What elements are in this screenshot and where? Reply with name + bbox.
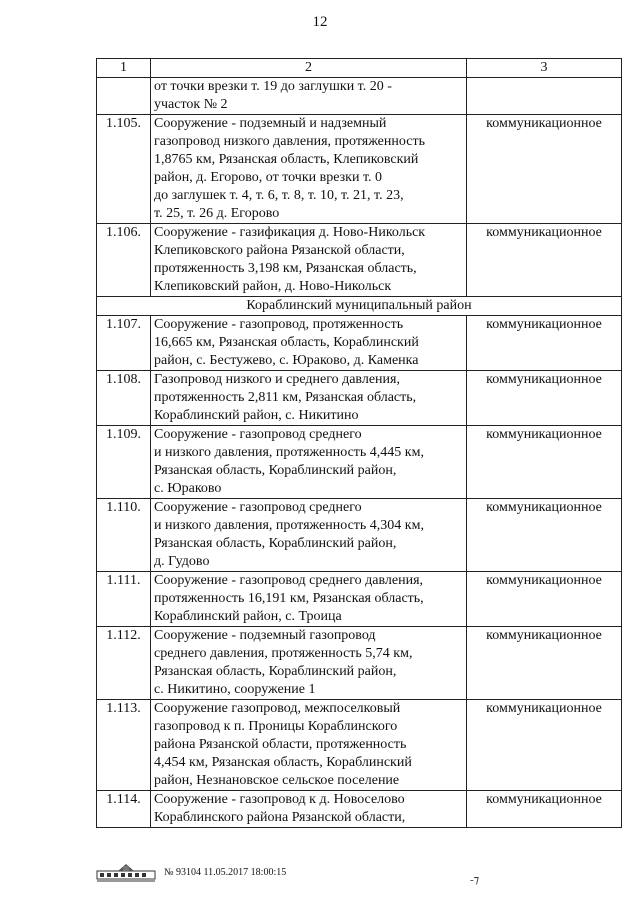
row-category (467, 78, 622, 115)
row-description: Сооружение - газопровод среднего давления, протяженность 16,191 км, Рязанская область, Кораблинский район, с. Троица (151, 572, 467, 627)
row-number: 1.105. (97, 115, 151, 224)
row-description: Сооружение - газопровод к д. Новоселово Кораблинского района Рязанской области, (151, 791, 467, 828)
table-row (97, 627, 622, 700)
section-row (97, 297, 622, 316)
row-category: коммуникационное (467, 627, 622, 700)
row-description: от точки врезки т. 19 до заглушки т. 20 - участок № 2 (151, 78, 467, 115)
row-number: 1.108. (97, 371, 151, 426)
row-number: 1.111. (97, 572, 151, 627)
column-header-3: 3 (467, 59, 622, 78)
row-description: Сооружение - газификация д. Ново-Никольск Клепиковского района Рязанской области, протяженность 3,198 км, Рязанская область, Клепиковский район, д. Ново-Никольск (151, 224, 467, 297)
document-stamp: № 93104 11.05.2017 18:00:15 (164, 866, 287, 878)
row-number (97, 78, 151, 115)
row-description: Сооружение - газопровод среднего и низкого давления, протяженность 4,304 км, Рязанская область, Кораблинский район, д. Гудово (151, 499, 467, 572)
row-number: 1.107. (97, 316, 151, 371)
column-header-2: 2 (151, 59, 467, 78)
table-row (97, 371, 622, 426)
row-number: 1.114. (97, 791, 151, 828)
table-row (97, 224, 622, 297)
row-category: коммуникационное (467, 700, 622, 791)
row-description: Сооружение - газопровод, протяженность 16,665 км, Рязанская область, Кораблинский район, с. Бестужево, с. Юраково, д. Каменка (151, 316, 467, 371)
column-header-1: 1 (97, 59, 151, 78)
row-category: коммуникационное (467, 499, 622, 572)
table-row (97, 791, 622, 828)
page-number: 12 (312, 14, 328, 30)
table-row (97, 700, 622, 791)
row-description: Сооружение - подземный и надземный газопровод низкого давления, протяженность 1,8765 км, Рязанская область, Клепиковский район, д. Егорово, от точки врезки т. 0 до заглушек т. 4, т. 6, т. 8, т. 10, т. 21, т. 23, т. 25, т. 26 д. Егорово (151, 115, 467, 224)
row-category: коммуникационное (467, 572, 622, 627)
row-description: Газопровод низкого и среднего давления, протяженность 2,811 км, Рязанская область, Кораблинский район, с. Никитино (151, 371, 467, 426)
table-row (97, 426, 622, 499)
section-title: Кораблинский муниципальный район (97, 297, 622, 316)
property-table (96, 58, 622, 828)
row-category: коммуникационное (467, 115, 622, 224)
row-category: коммуникационное (467, 426, 622, 499)
table-row (97, 572, 622, 627)
row-number: 1.109. (97, 426, 151, 499)
table-row (97, 78, 622, 115)
table-row (97, 499, 622, 572)
footer (96, 860, 286, 884)
row-description: Сооружение газопровод, межпоселковый газопровод к п. Проницы Кораблинского района Рязанской области, протяженность 4,454 км, Рязанская область, Кораблинский район, Незнановское сельское поселение (151, 700, 467, 791)
table-body (97, 78, 622, 828)
row-number: 1.113. (97, 700, 151, 791)
row-description: Сооружение - газопровод среднего и низкого давления, протяженность 4,445 км, Рязанская область, Кораблинский район, с. Юраково (151, 426, 467, 499)
margin-mark: -⁊ (470, 874, 480, 886)
row-category: коммуникационное (467, 316, 622, 371)
row-number: 1.110. (97, 499, 151, 572)
row-category: коммуникационное (467, 224, 622, 297)
table-row (97, 316, 622, 371)
row-number: 1.112. (97, 627, 151, 700)
row-description: Сооружение - подземный газопровод среднего давления, протяженность 5,74 км, Рязанская область, Кораблинский район, с. Никитино, сооружение 1 (151, 627, 467, 700)
row-number: 1.106. (97, 224, 151, 297)
registry-logo-icon (96, 862, 156, 882)
table-row (97, 115, 622, 224)
table-header-row (97, 59, 622, 78)
row-category: коммуникационное (467, 371, 622, 426)
row-category: коммуникационное (467, 791, 622, 828)
